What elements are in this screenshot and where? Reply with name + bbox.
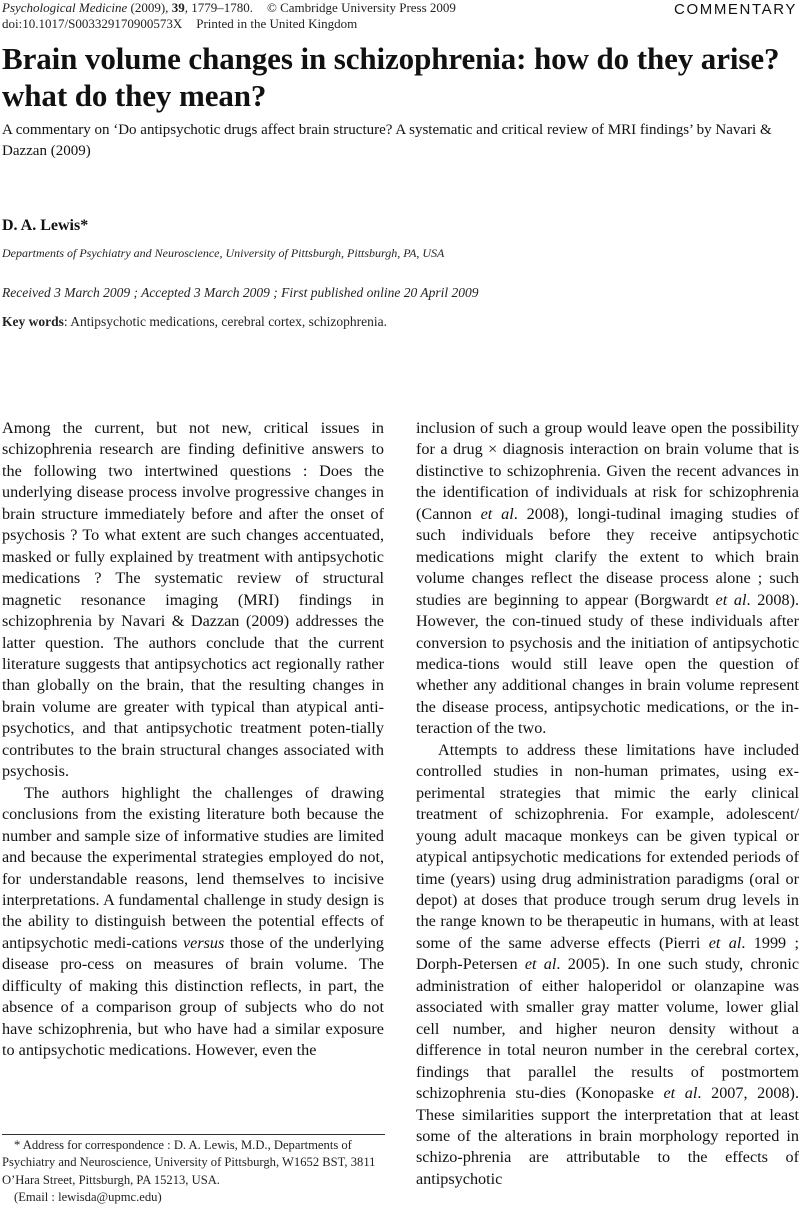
citation-etal: et al <box>715 590 747 609</box>
paragraph: Among the current, but not new, critical issues in schizophrenia research are finding definitive answers to the following two intertwined questions : Does the underlying disease process involve progressive changes in brain structure immediately before and after the onset of psychosis ? To what extent are such changes accentuated, masked or fully explained by treatment with antipsychotic medications ? The systematic review of structural magnetic resonance imaging (MRI) findings in schizophrenia by Navari & Dazzan (2009) addresses the latter question. The authors conclude that the current literature suggests that antipsychotics act regionally rather than globally on the brain, that the resulting changes in brain volume are greater with typical than atypical anti-psychotics, and that antipsychotic treatment poten-tially contributes to the brain structural changes associated with psychosis. <box>2 419 384 781</box>
text-run: Attempts to address these limitations have included controlled studies in non-human primates, using ex-perimental strategies that mimic the early clinical treatment of schizophrenia. For example, adolescent/ young adult macaque monkeys can be given typical or atypical antipsychotic medications for extended periods of time (years) using drug administration paradigms (oral or depot) at doses that produce trough serum drug levels in the range known to be therapeutic in humans, with at least some of the same adverse effects (Pierri <box>416 740 799 952</box>
citation-etal: et al <box>524 955 557 974</box>
text-run: . 2008), longi-tudinal imaging studies of such individuals before they receive antipsychotic medications might clarify the extent to which brain volume changes reflect the disease process alone ; such studies are beginning to appear (Borgwardt <box>416 504 800 609</box>
article-title: Brain volume changes in schizophrenia: how do they arise? what do they mean? <box>2 41 780 113</box>
footnote-divider <box>2 1134 385 1135</box>
doi-line <box>2 16 456 32</box>
paragraph <box>416 418 799 740</box>
journal-pages: , 1779–1780. <box>184 0 253 15</box>
keywords-label: Key words <box>2 314 64 329</box>
journal-name: Psychological Medicine <box>2 0 128 15</box>
text-run: The authors highlight the challenges of drawing conclusions from the existing literature both because the number and sample size of informative studies are limited and because the experimental strategies employed do not, for understandable reasons, lend themselves to incisive interpretations. A fundamental challenge in study design is the ability to distinguish between the potential effects of antipsychotic medi-cations <box>2 783 384 952</box>
section-tag: COMMENTARY <box>674 1 797 18</box>
printed-in: Printed in the United Kingdom <box>196 16 358 31</box>
author-name: D. A. Lewis* <box>2 217 89 234</box>
copyright: © Cambridge University Press 2009 <box>266 0 456 15</box>
journal-year: (2009), <box>130 0 169 15</box>
journal-volume: 39 <box>171 0 185 15</box>
paragraph <box>416 740 799 1191</box>
article-subtitle: A commentary on ‘Do antipsychotic drugs affect brain structure? A systematic and critical review of MRI findings’ by Navari & Dazzan (2009) <box>2 122 772 159</box>
body-column-right <box>416 418 799 1190</box>
keywords-text: : Antipsychotic medications, cerebral cortex, schizophrenia. <box>63 314 388 329</box>
paragraph <box>2 783 384 1062</box>
correspondence-email[interactable]: (Email : lewisda@upmc.edu) <box>14 1190 162 1205</box>
emphasis: versus <box>182 933 225 952</box>
text-run: . 1999 ; Dorph-Petersen <box>416 933 799 974</box>
text-run: . 2007, 2008). These similarities support the interpretation that at least some of the alterations in brain morphology reported in schizo-phrenia are attributable to the effects of antipsychotic <box>416 1084 799 1188</box>
publication-dates: Received 3 March 2009 ; Accepted 3 March 2009 ; First published online 20 April 2009 <box>2 285 479 300</box>
citation-etal: et al <box>663 1084 698 1103</box>
keywords <box>2 314 387 330</box>
running-header <box>2 0 456 32</box>
footnote <box>2 1137 386 1207</box>
citation-etal: et al <box>480 504 514 523</box>
text-run: . 2008). However, the con-tinued study of these individuals after conversion to psychosis and the initiation of antipsychotic medica-tions would still leave open the question of whether any additional changes in brain volume represent the disease process, antipsychotic medications, or the in-teraction of the two. <box>416 590 800 738</box>
doi[interactable]: doi:10.1017/S003329170900573X <box>2 16 183 31</box>
text-run: . 2005). In one such study, chronic administration of either haloperidol or olanzapine was associated with smaller gray matter volume, lower glial cell number, and higher neuron density without a difference in total neuron number in the cerebral cortex, findings that parallel the results of postmortem schizophrenia stu-dies (Konopaske <box>416 955 799 1103</box>
citation-etal: et al <box>708 933 742 952</box>
text-run: those of the underlying disease pro-cess on measures of brain volume. The difficulty of making this distinction reflects, in part, the absence of a comparison group of subjects who do not have schizophrenia, but who have had a similar exposure to antipsychotic medications. However, even the <box>2 933 384 1060</box>
affiliation: Departments of Psychiatry and Neuroscience, University of Pittsburgh, Pittsburgh, PA, USA <box>2 246 445 260</box>
text-run: inclusion of such a group would leave open the possibility for a drug × diagnosis interaction on brain volume that is distinctive to schizophrenia. Given the recent advances in the identification of individuals at risk for schizophrenia (Cannon <box>416 419 799 523</box>
body-column-left <box>2 418 384 1062</box>
citation-line <box>2 0 456 16</box>
correspondence-address: * Address for correspondence : D. A. Lewis, M.D., Departments of Psychiatry and Neuroscience, University of Pittsburgh, W1652 BST, 3811 O’Hara Street, Pittsburgh, PA 15213, USA. <box>2 1138 376 1187</box>
